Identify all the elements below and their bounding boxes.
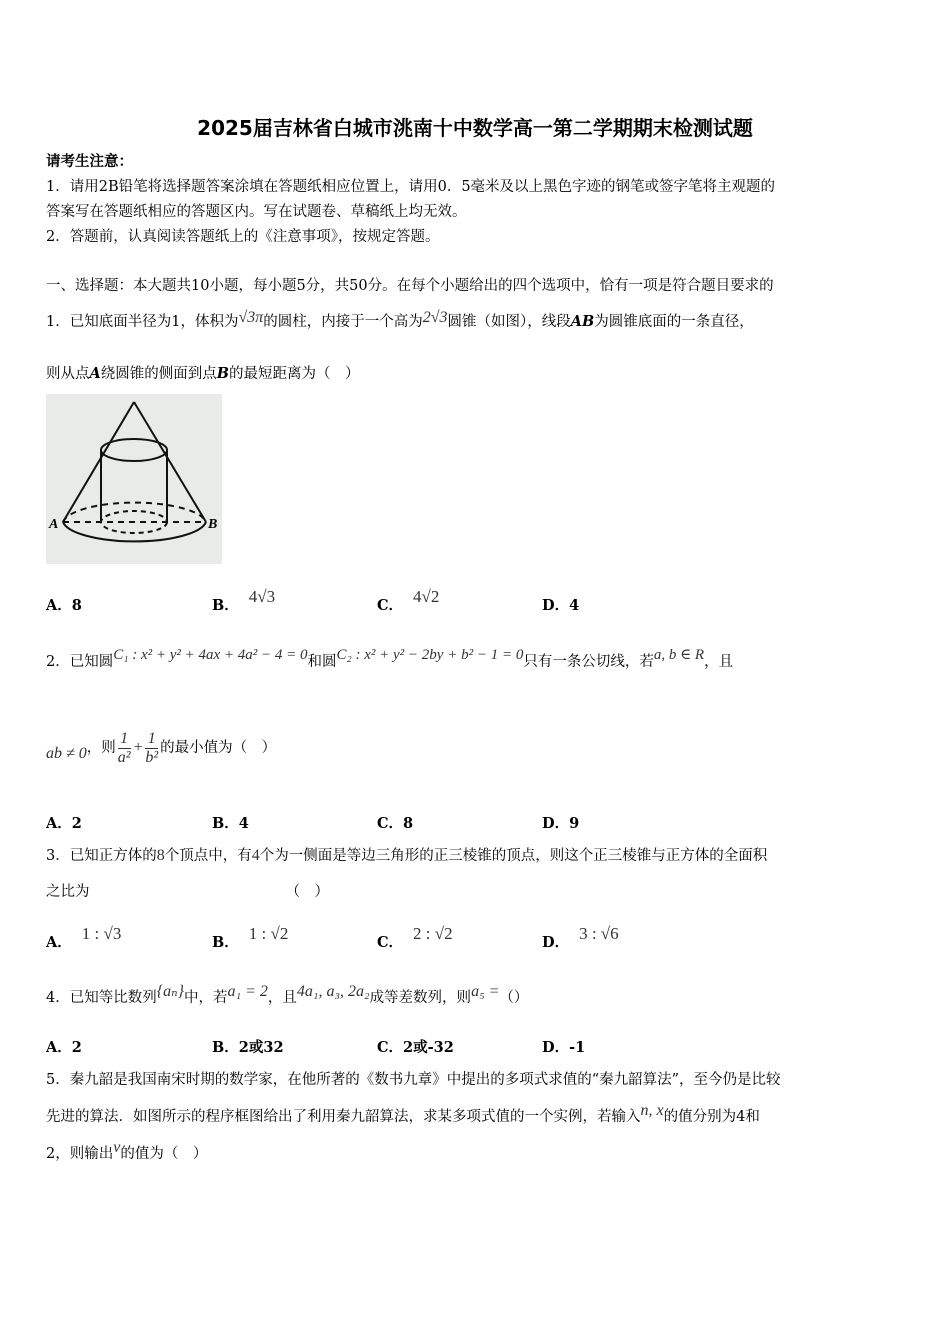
q3-option-b-math: 1 : √2 (248, 924, 289, 943)
q4-option-a-text: 2 (71, 1039, 82, 1056)
q2-option-b[interactable] (212, 812, 249, 833)
q3-option-a[interactable] (46, 924, 122, 952)
q5-line2-text-a: 先进的算法．如图所示的程序框图给出了利用秦九韶算法，求某多项式值的一个实例，若输入 (46, 1109, 641, 1125)
q1-option-b[interactable] (212, 587, 276, 615)
question-5-line-1: 5．秦九韶是我国南宋时期的数学家，在他所著的《数书九章》中提出的多项式求值的“秦九韶算法”，至今仍是比较 (46, 1072, 781, 1088)
q1-height-math: 2√3 (422, 309, 448, 326)
q2-option-d-letter: D． (542, 815, 570, 832)
q4-text-4: 成等差数列，则 (369, 990, 472, 1006)
q4-option-c-text: 2或-32 (403, 1039, 454, 1056)
q2-condition: a, b ∈ R (653, 647, 705, 663)
q1-option-d-letter: D． (542, 597, 570, 614)
q1-text-4: 为圆锥底面的一条直径， (594, 314, 754, 330)
q5-line3-text-a: 2，则输出 (46, 1146, 114, 1162)
cone-base-back (63, 503, 206, 522)
figure-label-a: A (49, 517, 59, 532)
cylinder-top (101, 439, 167, 461)
q4-option-b[interactable] (212, 1036, 284, 1057)
q2-option-a[interactable] (46, 812, 82, 833)
q4-option-d[interactable] (542, 1036, 585, 1057)
q4-fifth-term: a₅ = (471, 983, 500, 1000)
q3-option-a-math: 1 : √3 (81, 924, 122, 943)
question-2-line-2 (46, 728, 276, 768)
q2-text-4: ，且 (704, 654, 734, 670)
question-3-line-2 (46, 882, 329, 902)
q2-text-1: 2．已知圆 (46, 654, 114, 670)
q1-option-a-letter: A． (46, 597, 72, 614)
q4-option-b-text: 2或32 (238, 1039, 284, 1056)
cone-cylinder-figure (46, 394, 222, 564)
q3-number-8: 8 (156, 847, 165, 864)
q4-text-3: ，且 (267, 990, 297, 1006)
question-5-line-3 (46, 1139, 208, 1164)
question-1-line-2 (46, 364, 360, 384)
q4-text-1: 4．已知等比数列 (46, 990, 157, 1006)
q2-option-b-letter: B． (212, 815, 239, 832)
q3-option-d-letter: D． (542, 934, 570, 951)
q3-option-d[interactable] (542, 924, 619, 952)
q2-ab-condition: ab ≠ 0 (46, 745, 87, 762)
q1-text-3: 圆锥（如图），线段 (447, 314, 571, 330)
q5-line2-text-b: 的值分别为4和 (663, 1109, 760, 1125)
q2-option-c[interactable] (377, 812, 413, 833)
q5-output-v: v (113, 1139, 121, 1156)
q2-fraction-1-denominator: a² (117, 748, 131, 766)
q4-option-d-text: -1 (569, 1039, 586, 1056)
q2-option-c-text: 8 (403, 815, 414, 832)
q4-text-2: 中，若 (184, 990, 228, 1006)
q4-terms: 4a₁, a₃, 2a₂ (296, 983, 370, 1000)
q1-option-b-math: 4√3 (248, 587, 276, 606)
q3-option-b-letter: B． (212, 934, 239, 951)
q3-option-c-letter: C． (377, 934, 404, 951)
q3-text-2: 个顶点中，有 (164, 848, 252, 864)
page-title: 2025届吉林省白城市洮南十中数学高一第二学期期末检测试题 (197, 116, 753, 140)
q2-plus-sign: + (132, 739, 144, 756)
q4-text-5: （） (499, 990, 529, 1006)
q1-point-b: B (216, 365, 230, 382)
question-2-line-1 (46, 647, 734, 672)
q1-option-c[interactable] (377, 587, 440, 615)
q2-text-2: 和圆 (307, 654, 337, 670)
figure-label-b: B (208, 517, 218, 532)
q3-answer-paren: （ ） (285, 884, 329, 900)
q2-circle-1-equation: C₁ : x² + y² + 4ax + 4a² − 4 = 0 (113, 647, 308, 663)
q3-option-d-math: 3 : √6 (579, 924, 619, 943)
q4-sequence: {aₙ} (156, 983, 185, 1000)
q2-fraction-1-numerator: 1 (118, 730, 131, 749)
cone-left-edge (63, 402, 134, 522)
q2-text-5: ，则 (86, 740, 116, 756)
q1-option-b-letter: B． (212, 597, 239, 614)
q1-option-d[interactable] (542, 594, 579, 615)
q1-line2-text-c: 的最短距离为（ ） (229, 366, 360, 382)
q1-text-2: 的圆柱，内接于一个高为 (263, 314, 423, 330)
q3-text-3: 个为一侧面是等边三角形的正三棱锥的顶点，则这个正三棱锥与正方体的全面积 (259, 848, 768, 864)
q2-option-d[interactable] (542, 812, 579, 833)
q2-fraction-2-numerator: 1 (145, 730, 158, 749)
q1-option-a-text: 8 (71, 597, 82, 614)
q1-option-a[interactable] (46, 594, 82, 615)
q3-number-4: 4 (251, 847, 260, 864)
q1-text-1: 1．已知底面半径为1，体积为 (46, 314, 239, 330)
q4-option-a-letter: A． (46, 1039, 72, 1056)
q1-point-a: A (89, 365, 101, 382)
cone-diagram (46, 394, 222, 564)
q3-option-b[interactable] (212, 924, 289, 952)
notice-item-1-line-1: 1．请用2B铅笔将选择题答案涂填在答题纸相应位置上，请用0．5毫米及以上黑色字迹的钢笔或签字笔将主观题的 (46, 179, 776, 195)
q4-option-d-letter: D． (542, 1039, 570, 1056)
q3-option-c-math: 2 : √2 (413, 924, 453, 943)
q4-first-term: a₁ = 2 (227, 983, 268, 1000)
q2-text-3: 只有一条公切线，若 (523, 654, 654, 670)
question-5-line-2 (46, 1102, 760, 1127)
section-heading: 一、选择题：本大题共10小题，每小题5分，共50分。在每个小题给出的四个选项中，恰有一项是符合题目要求的 (46, 278, 774, 294)
notice-heading: 请考生注意： (46, 153, 133, 170)
q4-option-c[interactable] (377, 1036, 454, 1057)
q4-option-c-letter: C． (377, 1039, 404, 1056)
q1-option-c-math: 4√2 (413, 587, 440, 606)
q2-option-b-text: 4 (238, 815, 249, 832)
question-4-line-1 (46, 983, 529, 1008)
q2-option-c-letter: C． (377, 815, 404, 832)
q2-option-a-letter: A． (46, 815, 72, 832)
q5-line3-text-b: 的值为（ ） (120, 1146, 208, 1162)
q1-line2-text-a: 则从点 (46, 366, 90, 382)
q1-option-c-letter: C． (377, 597, 404, 614)
q3-option-c[interactable] (377, 924, 453, 952)
cone-right-edge (134, 402, 206, 522)
q2-text-6: 的最小值为（ ） (160, 740, 277, 756)
q2-fraction-1 (118, 730, 131, 767)
q2-option-a-text: 2 (71, 815, 82, 832)
question-3-line-1 (46, 846, 767, 866)
q3-text-1: 3．已知正方体的 (46, 848, 157, 864)
q2-fraction-2 (145, 730, 158, 767)
q2-fraction-2-denominator: b² (145, 748, 159, 766)
q1-segment-ab: AB (570, 313, 595, 330)
notice-item-1-line-2: 答案写在答题纸相应的答题区内。写在试题卷、草稿纸上均无效。 (46, 204, 467, 220)
notice-item-2: 2．答题前，认真阅读答题纸上的《注意事项》，按规定答题。 (46, 229, 440, 245)
q2-option-d-text: 9 (569, 815, 580, 832)
q5-inputs: n, x (640, 1102, 664, 1119)
q2-circle-2-equation: C₂ : x² + y² − 2by + b² − 1 = 0 (336, 647, 524, 663)
q4-option-b-letter: B． (212, 1039, 239, 1056)
q4-option-a[interactable] (46, 1036, 82, 1057)
q3-option-a-letter: A． (46, 934, 72, 951)
cone-base-front (63, 522, 206, 541)
question-1-line-1 (46, 309, 754, 332)
q1-volume-math: √3π (238, 309, 264, 326)
q1-line2-text-b: 绕圆锥的侧面到点 (100, 366, 217, 382)
q1-option-d-text: 4 (569, 597, 580, 614)
q3-line2-text: 之比为 (46, 884, 90, 900)
